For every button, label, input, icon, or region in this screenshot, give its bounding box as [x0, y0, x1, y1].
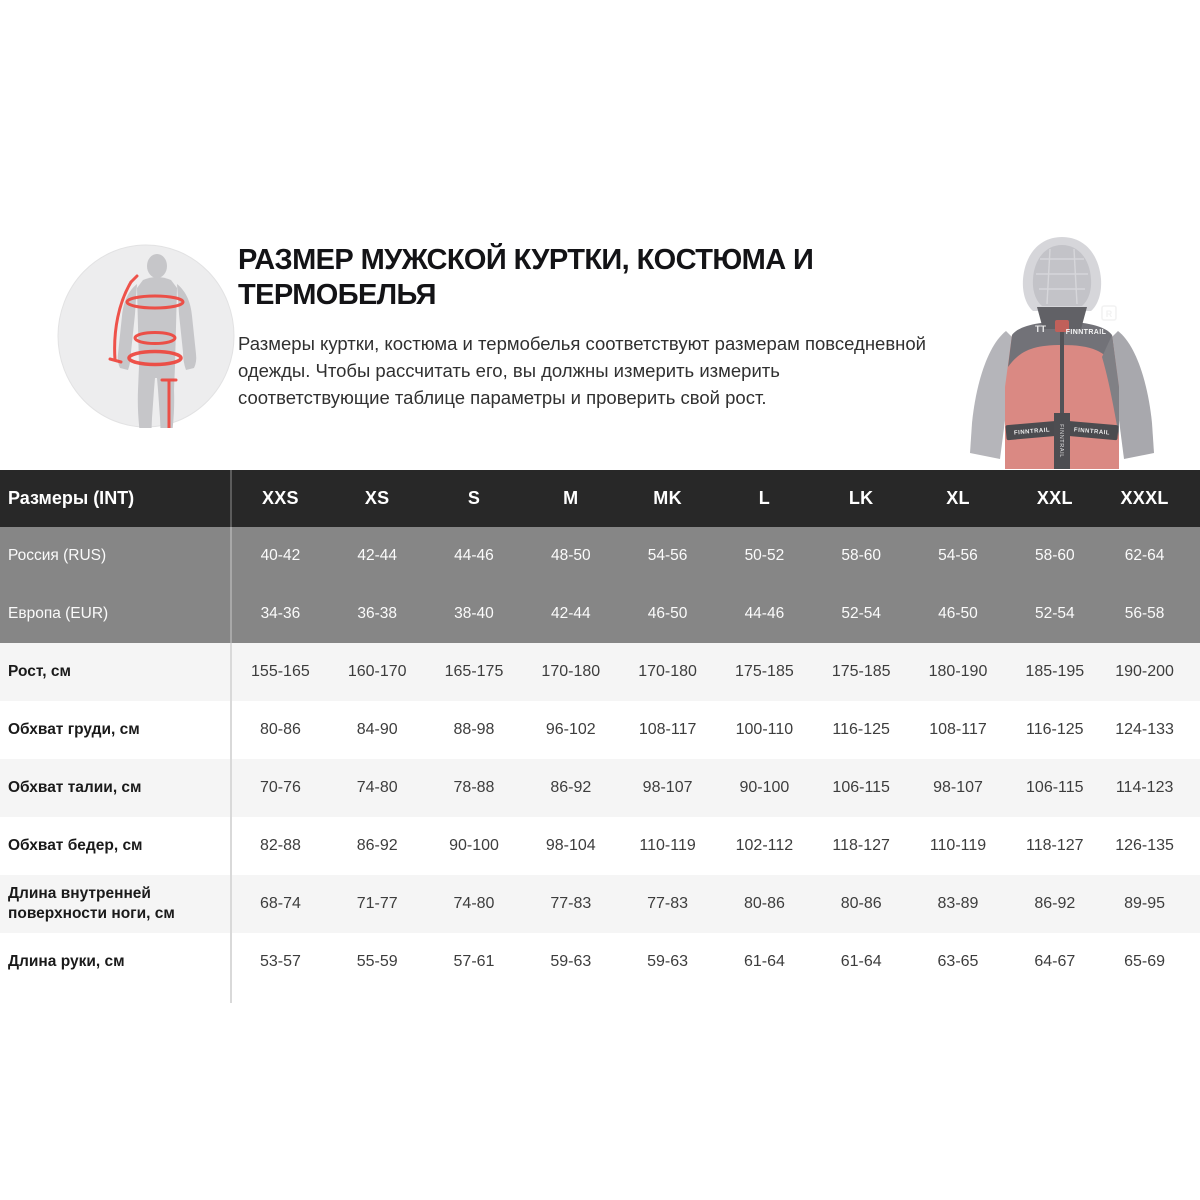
size-value: 74-80 [356, 779, 398, 796]
size-value: 86-92 [550, 779, 592, 796]
size-value: 62-64 [1124, 547, 1165, 564]
size-value: 54-56 [647, 547, 688, 564]
svg-text:FINNTRAIL: FINNTRAIL [1065, 329, 1107, 336]
size-value: 63-65 [937, 953, 979, 970]
row-label: Европа (EUR) [0, 585, 232, 643]
size-value: 80-86 [840, 895, 882, 912]
size-value: 82-88 [259, 837, 301, 854]
size-value: 34-36 [260, 605, 301, 622]
page-title-line-2: ТЕРМОБЕЛЬЯ [238, 279, 436, 312]
size-value: 78-88 [453, 779, 495, 796]
size-value: 126-135 [1115, 837, 1174, 854]
row-label: Длина внутренней поверхности ноги, см [0, 875, 232, 933]
svg-text:R: R [1105, 309, 1113, 319]
row-label: Обхват бедер, см [0, 817, 232, 875]
size-value: 175-185 [735, 663, 794, 680]
table-row [0, 933, 1200, 991]
table-row [0, 527, 1200, 585]
size-value: 98-107 [933, 779, 983, 796]
size-value: 71-77 [356, 895, 398, 912]
svg-text:FINNTRAIL: FINNTRAIL [1058, 424, 1064, 458]
size-value: 165-175 [444, 663, 504, 680]
size-value: 180-190 [928, 663, 988, 680]
size-value: 61-64 [840, 953, 882, 970]
size-column-header: XL [946, 488, 970, 508]
size-value: 185-195 [1025, 663, 1085, 680]
size-value: 90-100 [739, 779, 790, 796]
table-row [0, 817, 1200, 875]
size-value: 114-123 [1115, 779, 1174, 796]
size-value: 50-52 [744, 547, 785, 564]
row-label: Обхват груди, см [0, 701, 232, 759]
svg-text:FINNTRAIL: FINNTRAIL [1013, 427, 1051, 437]
size-value: 118-127 [1026, 837, 1084, 854]
page-title [238, 243, 928, 314]
size-value: 58-60 [841, 547, 882, 564]
body-diagram-graphic [57, 244, 235, 428]
size-value: 80-86 [259, 721, 301, 738]
size-value: 170-180 [638, 663, 697, 680]
size-value: 77-83 [550, 895, 592, 912]
size-value: 84-90 [356, 721, 398, 738]
size-value: 77-83 [647, 895, 689, 912]
size-column-header: S [467, 488, 481, 508]
size-value: 160-170 [347, 663, 407, 680]
size-value: 108-117 [638, 721, 697, 738]
row-label: Россия (RUS) [0, 527, 232, 585]
size-value: 96-102 [545, 721, 596, 738]
size-value: 70-76 [259, 779, 301, 796]
size-column-header: M [563, 488, 579, 508]
size-value: 42-44 [550, 605, 591, 622]
size-value: 56-58 [1124, 605, 1165, 622]
size-value: 108-117 [929, 721, 987, 738]
size-value: 86-92 [356, 837, 398, 854]
intro-text-block [238, 243, 928, 411]
size-value: 64-67 [1034, 953, 1076, 970]
size-value: 175-185 [831, 663, 891, 680]
size-value: 42-44 [357, 547, 398, 564]
size-column-header: XXL [1036, 488, 1073, 508]
size-value: 89-95 [1124, 895, 1166, 912]
size-value: 46-50 [938, 605, 978, 622]
page-description: Размеры куртки, костюма и термобелья соответствуют размерам повседневной одежды. Чтобы рассчитать его, вы должны измерить измерить соответствующие таблице параметры и проверить свой рост. [238, 332, 926, 408]
row-label: Обхват талии, см [0, 759, 232, 817]
page-title-line-1: РАЗМЕР МУЖСКОЙ КУРТКИ, КОСТЮМА И [238, 244, 814, 276]
size-table [0, 470, 1200, 991]
size-value: 190-200 [1115, 663, 1174, 680]
size-value: 44-46 [744, 605, 785, 622]
size-value: 106-115 [832, 779, 890, 796]
size-value: 38-40 [454, 605, 494, 622]
jacket-product-image [936, 227, 1188, 469]
table-row [0, 643, 1200, 701]
size-value: 98-107 [642, 779, 693, 796]
size-value: 90-100 [449, 837, 499, 854]
size-value: 80-86 [743, 895, 785, 912]
size-value: 102-112 [735, 837, 794, 854]
table-row [0, 701, 1200, 759]
size-value: 36-38 [357, 605, 398, 622]
size-column-header: LK [848, 488, 874, 508]
size-value: 53-57 [259, 953, 301, 970]
column-divider-tail [230, 991, 232, 1003]
size-value: 54-56 [938, 547, 978, 564]
size-value: 59-63 [550, 953, 592, 970]
size-value: 48-50 [550, 547, 591, 564]
size-column-header: XXXL [1120, 488, 1169, 508]
size-column-header: XS [364, 488, 390, 508]
size-value: 116-125 [832, 721, 890, 738]
size-value: 98-104 [545, 837, 596, 854]
svg-text:TT: TT [1035, 324, 1046, 334]
size-value: 116-125 [1026, 721, 1084, 738]
size-value: 46-50 [647, 605, 688, 622]
size-value: 83-89 [937, 895, 979, 912]
size-value: 155-165 [251, 663, 310, 680]
size-value: 40-42 [260, 547, 301, 564]
size-value: 68-74 [259, 895, 301, 912]
table-corner-label: Размеры (INT) [0, 470, 232, 527]
svg-text:FINNTRAIL: FINNTRAIL [1073, 427, 1111, 437]
size-column-header: MK [653, 488, 682, 508]
size-value: 59-63 [647, 953, 689, 970]
table-row [0, 585, 1200, 643]
size-value: 100-110 [735, 721, 794, 738]
size-column-header: XXS [261, 488, 299, 508]
jacket-graphic [936, 227, 1188, 469]
body-measurement-diagram [57, 244, 235, 428]
size-value: 61-64 [743, 953, 785, 970]
table-header-row [0, 470, 1200, 527]
size-value: 58-60 [1034, 547, 1075, 564]
size-value: 74-80 [453, 895, 495, 912]
size-value: 52-54 [1034, 605, 1075, 622]
row-label: Длина руки, см [0, 933, 232, 991]
size-value: 86-92 [1034, 895, 1076, 912]
size-value: 65-69 [1124, 953, 1166, 970]
size-value: 55-59 [356, 953, 398, 970]
size-column-header: L [758, 488, 771, 508]
size-value: 44-46 [454, 547, 494, 564]
size-value: 88-98 [453, 721, 495, 738]
size-value: 106-115 [1026, 779, 1084, 796]
size-value: 124-133 [1115, 721, 1174, 738]
table-row [0, 875, 1200, 933]
size-value: 118-127 [832, 837, 890, 854]
size-value: 57-61 [453, 953, 495, 970]
table-row [0, 759, 1200, 817]
size-value: 110-119 [639, 837, 696, 854]
row-label: Рост, см [0, 643, 232, 701]
size-value: 52-54 [841, 605, 882, 622]
size-value: 110-119 [929, 837, 987, 854]
size-value: 170-180 [541, 663, 601, 680]
